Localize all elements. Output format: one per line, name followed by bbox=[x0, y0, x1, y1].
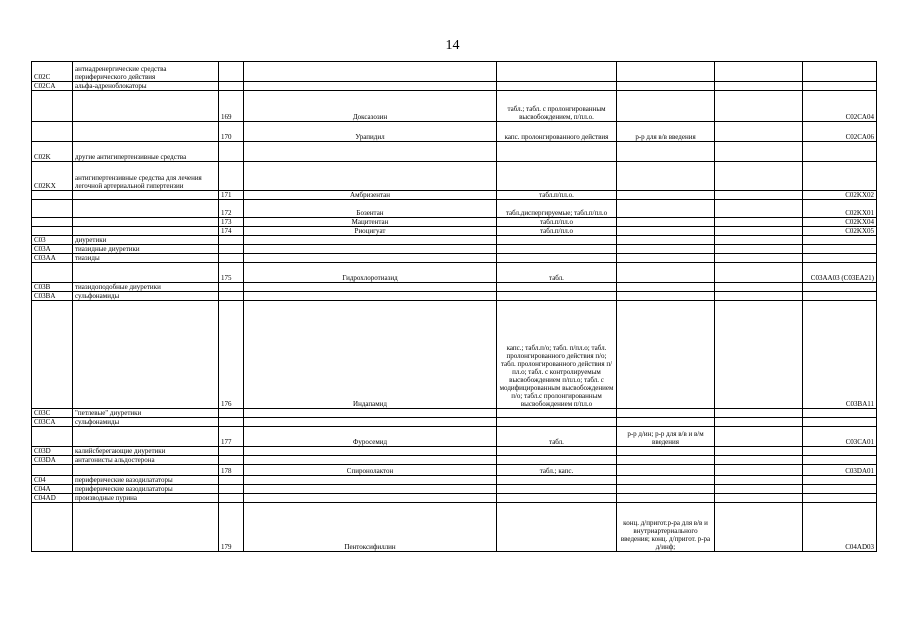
dosage-form-extra-cell bbox=[617, 142, 715, 162]
group-name-cell: диуретики bbox=[73, 236, 219, 245]
atc-group-code-cell: C03CA bbox=[32, 418, 73, 427]
group-name-cell bbox=[73, 227, 219, 236]
drug-name-cell bbox=[244, 409, 497, 418]
atc-group-code-cell bbox=[32, 503, 73, 552]
group-name-cell: "петлевые" диуретики bbox=[73, 409, 219, 418]
table-row bbox=[32, 263, 877, 283]
atc-group-code-cell: C03BA bbox=[32, 292, 73, 301]
table-row bbox=[32, 409, 877, 418]
dosage-form-extra-cell bbox=[617, 227, 715, 236]
dosage-form-extra-cell bbox=[617, 191, 715, 200]
dosage-form-cell bbox=[497, 447, 617, 456]
empty-cell bbox=[715, 245, 803, 254]
drug-name-cell: Амбризентан bbox=[244, 191, 497, 200]
atc-group-code-cell bbox=[32, 263, 73, 283]
table-row bbox=[32, 62, 877, 82]
empty-cell bbox=[715, 227, 803, 236]
empty-cell bbox=[715, 218, 803, 227]
atc-group-code-cell: C04 bbox=[32, 476, 73, 485]
group-name-cell bbox=[73, 263, 219, 283]
drug-name-cell bbox=[244, 62, 497, 82]
table-row bbox=[32, 476, 877, 485]
atc-code-cell: C02CA04 bbox=[803, 91, 877, 122]
table-row bbox=[32, 301, 877, 409]
atc-group-code-cell: C03C bbox=[32, 409, 73, 418]
atc-code-cell bbox=[803, 418, 877, 427]
drug-name-cell: Мацитентан bbox=[244, 218, 497, 227]
row-number-cell bbox=[219, 418, 244, 427]
dosage-form-cell bbox=[497, 409, 617, 418]
dosage-form-cell bbox=[497, 456, 617, 465]
empty-cell bbox=[715, 122, 803, 142]
atc-group-code-cell: C03B bbox=[32, 283, 73, 292]
row-number-cell bbox=[219, 236, 244, 245]
dosage-form-extra-cell bbox=[617, 162, 715, 191]
drug-name-cell: Фуросемид bbox=[244, 427, 497, 447]
dosage-form-extra-cell bbox=[617, 418, 715, 427]
dosage-form-extra-cell bbox=[617, 82, 715, 91]
atc-group-code-cell bbox=[32, 191, 73, 200]
row-number-cell: 176 bbox=[219, 301, 244, 409]
atc-code-cell: C02KX05 bbox=[803, 227, 877, 236]
dosage-form-cell bbox=[497, 503, 617, 552]
atc-code-cell bbox=[803, 142, 877, 162]
atc-code-cell bbox=[803, 82, 877, 91]
row-number-cell bbox=[219, 476, 244, 485]
table-row bbox=[32, 200, 877, 218]
table-row bbox=[32, 456, 877, 465]
group-name-cell: тиазидоподобные диуретики bbox=[73, 283, 219, 292]
atc-code-cell bbox=[803, 245, 877, 254]
empty-cell bbox=[715, 142, 803, 162]
empty-cell bbox=[715, 254, 803, 263]
atc-group-code-cell bbox=[32, 91, 73, 122]
group-name-cell bbox=[73, 465, 219, 476]
drug-name-cell: Гидрохлоротиазид bbox=[244, 263, 497, 283]
drug-name-cell: Спиронолактон bbox=[244, 465, 497, 476]
atc-code-cell bbox=[803, 254, 877, 263]
atc-code-cell: C03CA01 bbox=[803, 427, 877, 447]
group-name-cell: другие антигипертензивные средства bbox=[73, 142, 219, 162]
atc-group-code-cell: C04A bbox=[32, 485, 73, 494]
drug-name-cell bbox=[244, 418, 497, 427]
dosage-form-extra-cell bbox=[617, 283, 715, 292]
atc-code-cell: C04AD03 bbox=[803, 503, 877, 552]
atc-group-code-cell bbox=[32, 465, 73, 476]
atc-group-code-cell bbox=[32, 122, 73, 142]
group-name-cell bbox=[73, 503, 219, 552]
empty-cell bbox=[715, 427, 803, 447]
dosage-form-extra-cell bbox=[617, 263, 715, 283]
drug-name-cell bbox=[244, 254, 497, 263]
dosage-form-cell bbox=[497, 476, 617, 485]
table-row bbox=[32, 283, 877, 292]
dosage-form-cell bbox=[497, 245, 617, 254]
drug-name-cell bbox=[244, 162, 497, 191]
dosage-form-cell bbox=[497, 418, 617, 427]
row-number-cell: 178 bbox=[219, 465, 244, 476]
group-name-cell bbox=[73, 122, 219, 142]
group-name-cell bbox=[73, 301, 219, 409]
dosage-form-extra-cell bbox=[617, 236, 715, 245]
empty-cell bbox=[715, 409, 803, 418]
atc-group-code-cell: C03DA bbox=[32, 456, 73, 465]
dosage-form-extra-cell bbox=[617, 254, 715, 263]
group-name-cell: альфа-адреноблокаторы bbox=[73, 82, 219, 91]
dosage-form-cell: табл.диспергируемые; табл.п/пл.о bbox=[497, 200, 617, 218]
empty-cell bbox=[715, 418, 803, 427]
row-number-cell bbox=[219, 142, 244, 162]
dosage-form-cell bbox=[497, 82, 617, 91]
dosage-form-extra-cell: р-р д/ин; р-р для в/в и в/м введения bbox=[617, 427, 715, 447]
empty-cell bbox=[715, 465, 803, 476]
group-name-cell: тиазидные диуретики bbox=[73, 245, 219, 254]
table-row bbox=[32, 82, 877, 91]
row-number-cell bbox=[219, 494, 244, 503]
drug-name-cell bbox=[244, 245, 497, 254]
drug-name-cell bbox=[244, 82, 497, 91]
table-row bbox=[32, 162, 877, 191]
atc-code-cell bbox=[803, 409, 877, 418]
drug-name-cell: Риоцигуат bbox=[244, 227, 497, 236]
drug-name-cell: Индапамид bbox=[244, 301, 497, 409]
atc-code-cell bbox=[803, 62, 877, 82]
table-row bbox=[32, 191, 877, 200]
dosage-form-extra-cell bbox=[617, 292, 715, 301]
atc-group-code-cell: C03A bbox=[32, 245, 73, 254]
table-row bbox=[32, 427, 877, 447]
dosage-form-extra-cell: конц. д/пригот.р-ра для в/в и внутриартериального введения; конц. д/пригот. р-ра д/инф; bbox=[617, 503, 715, 552]
row-number-cell bbox=[219, 447, 244, 456]
row-number-cell bbox=[219, 245, 244, 254]
atc-code-cell bbox=[803, 283, 877, 292]
atc-code-cell bbox=[803, 236, 877, 245]
group-name-cell: периферические вазодилататоры bbox=[73, 476, 219, 485]
dosage-form-cell: табл.п/пл.о bbox=[497, 218, 617, 227]
empty-cell bbox=[715, 456, 803, 465]
empty-cell bbox=[715, 162, 803, 191]
atc-group-code-cell: C02CA bbox=[32, 82, 73, 91]
dosage-form-extra-cell bbox=[617, 485, 715, 494]
group-name-cell bbox=[73, 427, 219, 447]
row-number-cell bbox=[219, 409, 244, 418]
dosage-form-cell: капс.; табл.п/о; табл. п/пл.о; табл. пролонгированного действия п/о; табл. пролонгированного действия п/пл.о; табл. с контролируемым высвобождением п/пл.о; табл. с модифицированным высвобождением п/о; табл.с пролонгированным высвобождением п/пл.о bbox=[497, 301, 617, 409]
dosage-form-cell: табл.; табл. с пролонгированным высвобождением, п/пл.о. bbox=[497, 91, 617, 122]
atc-group-code-cell bbox=[32, 200, 73, 218]
atc-code-cell bbox=[803, 456, 877, 465]
dosage-form-extra-cell bbox=[617, 218, 715, 227]
drug-name-cell bbox=[244, 236, 497, 245]
row-number-cell: 174 bbox=[219, 227, 244, 236]
table-row bbox=[32, 245, 877, 254]
table-row bbox=[32, 447, 877, 456]
empty-cell bbox=[715, 62, 803, 82]
table-row bbox=[32, 227, 877, 236]
table-row bbox=[32, 418, 877, 427]
row-number-cell: 175 bbox=[219, 263, 244, 283]
drug-name-cell bbox=[244, 476, 497, 485]
atc-code-cell bbox=[803, 292, 877, 301]
table-row bbox=[32, 494, 877, 503]
table-row bbox=[32, 142, 877, 162]
drug-name-cell: Пентоксифиллин bbox=[244, 503, 497, 552]
table-row bbox=[32, 485, 877, 494]
dosage-form-extra-cell bbox=[617, 494, 715, 503]
atc-group-code-cell bbox=[32, 427, 73, 447]
atc-code-cell: C02CA06 bbox=[803, 122, 877, 142]
dosage-form-cell bbox=[497, 292, 617, 301]
dosage-form-extra-cell bbox=[617, 62, 715, 82]
atc-group-code-cell bbox=[32, 301, 73, 409]
empty-cell bbox=[715, 301, 803, 409]
dosage-form-cell: капс. пролонгированного действия bbox=[497, 122, 617, 142]
table-row bbox=[32, 236, 877, 245]
dosage-form-extra-cell bbox=[617, 91, 715, 122]
table-row bbox=[32, 91, 877, 122]
drug-name-cell bbox=[244, 292, 497, 301]
group-name-cell: сульфонамиды bbox=[73, 292, 219, 301]
drug-table bbox=[31, 61, 877, 552]
empty-cell bbox=[715, 236, 803, 245]
table-row bbox=[32, 254, 877, 263]
group-name-cell: сульфонамиды bbox=[73, 418, 219, 427]
drug-name-cell: Бозентан bbox=[244, 200, 497, 218]
row-number-cell: 179 bbox=[219, 503, 244, 552]
group-name-cell bbox=[73, 200, 219, 218]
dosage-form-extra-cell bbox=[617, 245, 715, 254]
group-name-cell: антагонисты альдостерона bbox=[73, 456, 219, 465]
group-name-cell bbox=[73, 218, 219, 227]
atc-code-cell bbox=[803, 494, 877, 503]
dosage-form-cell: табл.; капс. bbox=[497, 465, 617, 476]
table-row bbox=[32, 218, 877, 227]
dosage-form-cell bbox=[497, 142, 617, 162]
group-name-cell bbox=[73, 91, 219, 122]
atc-group-code-cell: C02C bbox=[32, 62, 73, 82]
row-number-cell bbox=[219, 62, 244, 82]
empty-cell bbox=[715, 485, 803, 494]
empty-cell bbox=[715, 263, 803, 283]
dosage-form-extra-cell bbox=[617, 476, 715, 485]
group-name-cell: антигипертензивные средства для лечения легочной артериальной гипертензии bbox=[73, 162, 219, 191]
table-row bbox=[32, 465, 877, 476]
row-number-cell bbox=[219, 485, 244, 494]
dosage-form-extra-cell: р-р для в/в введения bbox=[617, 122, 715, 142]
empty-cell bbox=[715, 283, 803, 292]
row-number-cell bbox=[219, 162, 244, 191]
atc-group-code-cell: C03D bbox=[32, 447, 73, 456]
atc-code-cell bbox=[803, 485, 877, 494]
row-number-cell: 172 bbox=[219, 200, 244, 218]
atc-code-cell: C02KX01 bbox=[803, 200, 877, 218]
group-name-cell: калийсберегающие диуретики bbox=[73, 447, 219, 456]
atc-code-cell bbox=[803, 162, 877, 191]
row-number-cell: 173 bbox=[219, 218, 244, 227]
empty-cell bbox=[715, 476, 803, 485]
atc-code-cell bbox=[803, 476, 877, 485]
dosage-form-cell bbox=[497, 62, 617, 82]
page-number: 14 bbox=[445, 38, 460, 53]
table-row bbox=[32, 122, 877, 142]
dosage-form-cell: табл. bbox=[497, 427, 617, 447]
dosage-form-extra-cell bbox=[617, 200, 715, 218]
atc-code-cell: C02KX02 bbox=[803, 191, 877, 200]
empty-cell bbox=[715, 292, 803, 301]
empty-cell bbox=[715, 91, 803, 122]
row-number-cell: 169 bbox=[219, 91, 244, 122]
table-row bbox=[32, 292, 877, 301]
group-name-cell: тиазиды bbox=[73, 254, 219, 263]
empty-cell bbox=[715, 200, 803, 218]
atc-group-code-cell: C02KX bbox=[32, 162, 73, 191]
empty-cell bbox=[715, 494, 803, 503]
atc-group-code-cell: C02K bbox=[32, 142, 73, 162]
table-body bbox=[32, 62, 877, 552]
atc-code-cell bbox=[803, 447, 877, 456]
dosage-form-extra-cell bbox=[617, 409, 715, 418]
empty-cell bbox=[715, 191, 803, 200]
dosage-form-cell: табл.п/пл.о. bbox=[497, 191, 617, 200]
empty-cell bbox=[715, 82, 803, 91]
empty-cell bbox=[715, 447, 803, 456]
dosage-form-extra-cell bbox=[617, 465, 715, 476]
row-number-cell bbox=[219, 283, 244, 292]
atc-code-cell: C03BA11 bbox=[803, 301, 877, 409]
dosage-form-cell bbox=[497, 236, 617, 245]
row-number-cell bbox=[219, 254, 244, 263]
dosage-form-cell: табл. bbox=[497, 263, 617, 283]
atc-group-code-cell: C04AD bbox=[32, 494, 73, 503]
drug-name-cell: Доксазозин bbox=[244, 91, 497, 122]
group-name-cell bbox=[73, 191, 219, 200]
row-number-cell: 177 bbox=[219, 427, 244, 447]
drug-name-cell bbox=[244, 283, 497, 292]
dosage-form-extra-cell bbox=[617, 447, 715, 456]
drug-name-cell bbox=[244, 485, 497, 494]
row-number-cell: 171 bbox=[219, 191, 244, 200]
row-number-cell bbox=[219, 82, 244, 91]
atc-group-code-cell: C03AA bbox=[32, 254, 73, 263]
atc-code-cell: C03AA03 (C03EA21) bbox=[803, 263, 877, 283]
group-name-cell: производные пурина bbox=[73, 494, 219, 503]
empty-cell bbox=[715, 503, 803, 552]
atc-group-code-cell bbox=[32, 227, 73, 236]
dosage-form-cell: табл.п/пл.о bbox=[497, 227, 617, 236]
atc-code-cell: C02KX04 bbox=[803, 218, 877, 227]
dosage-form-cell bbox=[497, 485, 617, 494]
drug-name-cell bbox=[244, 456, 497, 465]
dosage-form-extra-cell bbox=[617, 456, 715, 465]
atc-group-code-cell: C03 bbox=[32, 236, 73, 245]
group-name-cell: антиадренергические средства периферического действия bbox=[73, 62, 219, 82]
row-number-cell bbox=[219, 292, 244, 301]
drug-name-cell bbox=[244, 447, 497, 456]
dosage-form-cell bbox=[497, 254, 617, 263]
dosage-form-cell bbox=[497, 494, 617, 503]
drug-name-cell bbox=[244, 494, 497, 503]
atc-group-code-cell bbox=[32, 218, 73, 227]
row-number-cell: 170 bbox=[219, 122, 244, 142]
drug-name-cell: Урапидил bbox=[244, 122, 497, 142]
atc-code-cell: C03DA01 bbox=[803, 465, 877, 476]
table-row bbox=[32, 503, 877, 552]
group-name-cell: периферические вазодилататоры bbox=[73, 485, 219, 494]
dosage-form-cell bbox=[497, 283, 617, 292]
row-number-cell bbox=[219, 456, 244, 465]
dosage-form-cell bbox=[497, 162, 617, 191]
drug-name-cell bbox=[244, 142, 497, 162]
dosage-form-extra-cell bbox=[617, 301, 715, 409]
